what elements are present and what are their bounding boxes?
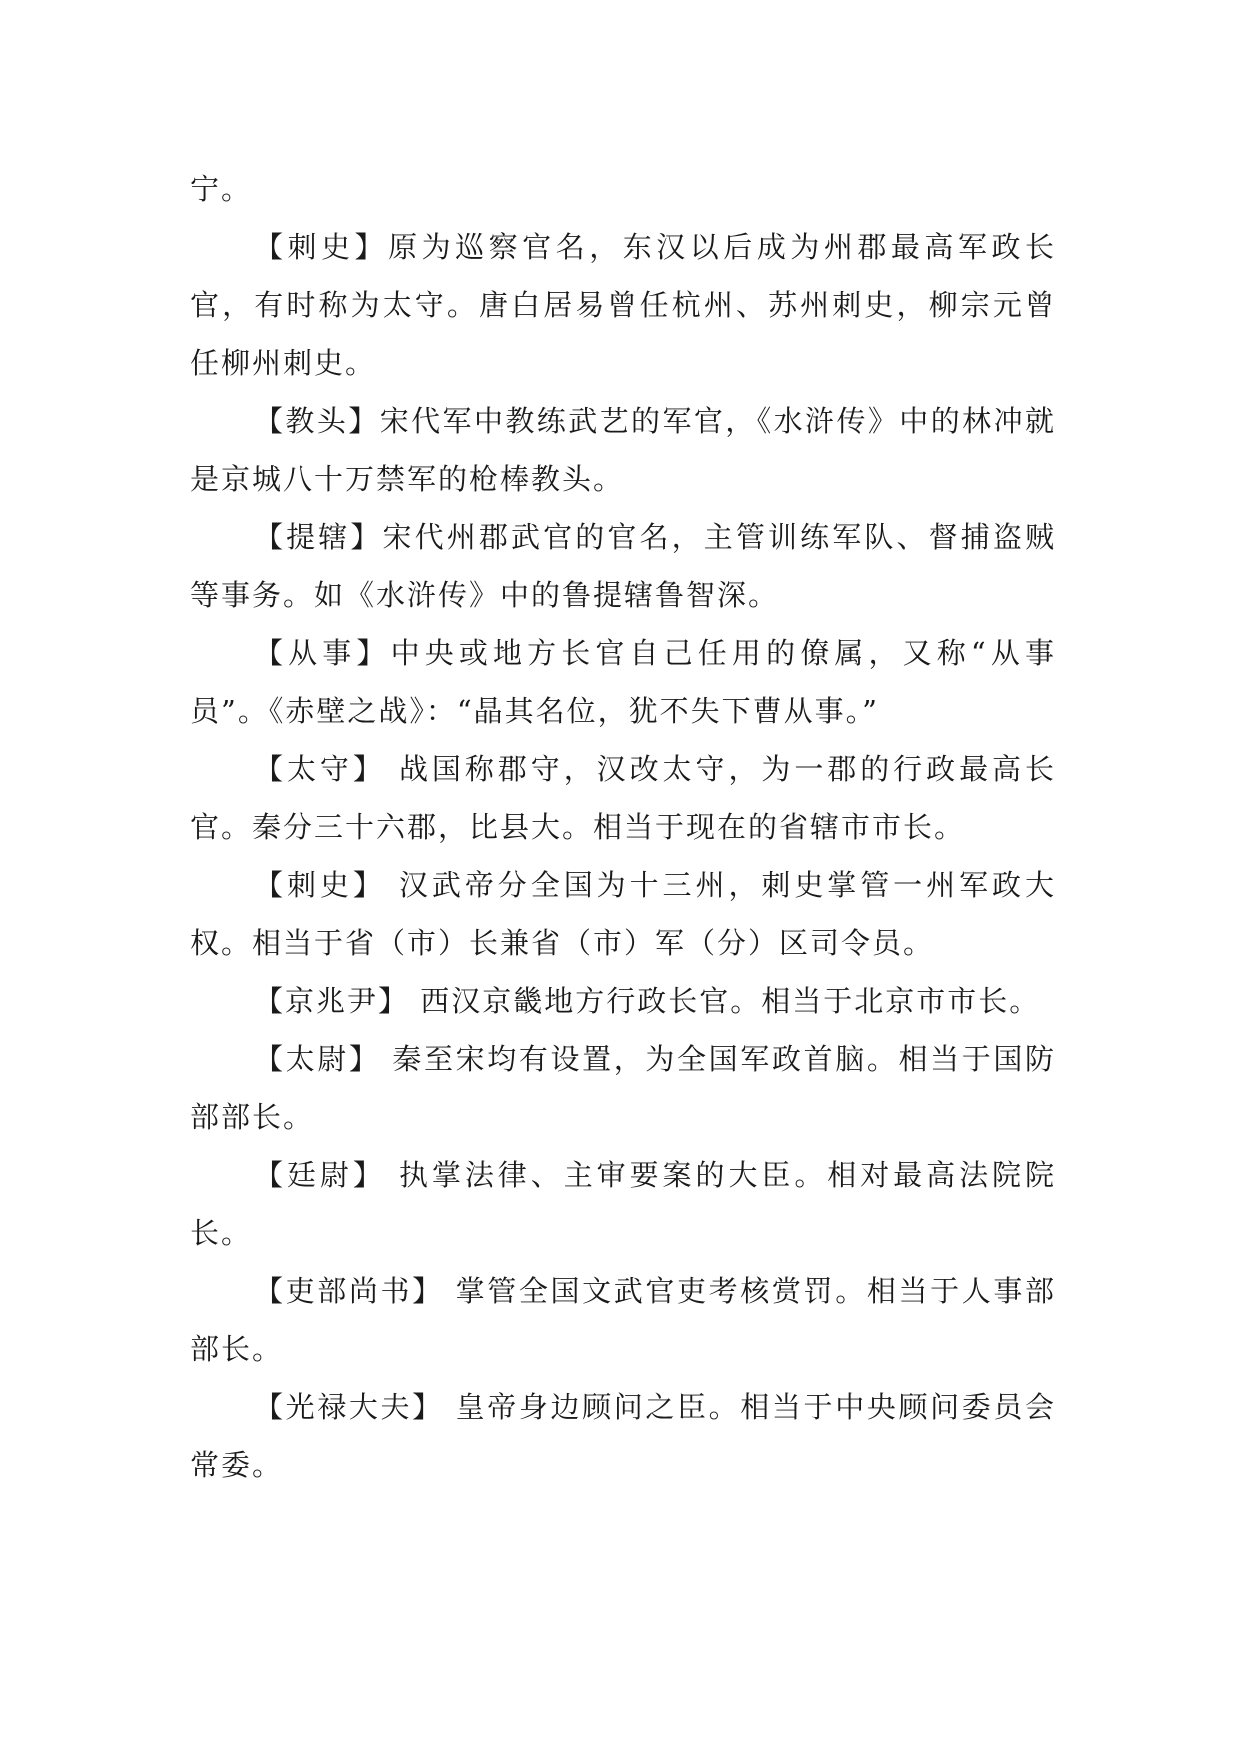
entry-definition: 宋代州郡武官的官名，主管训练军队、督捕盗贼等事务。如《水浒传》中的鲁提辖鲁智深。 [190,520,1056,612]
entry-term: 【吏部尚书】 [254,1274,444,1308]
entry-definition: 掌管全国文武官吏考核赏罚。相当于人事部部长。 [190,1274,1056,1366]
entry-libu-shangshu [190,1262,1056,1378]
document-page [190,160,1056,1494]
entry-definition: 执掌法律、主审要案的大臣。相对最高法院院长。 [190,1158,1056,1250]
entry-jiaotou [190,392,1056,508]
entry-definition: 战国称郡守，汉改太守，为一郡的行政最高长官。秦分三十六郡，比县大。相当于现在的省辖市市长。 [190,752,1056,844]
entry-definition: 中央或地方长官自己任用的僚属，又称“从事员”。《赤壁之战》：“晶其名位，犹不失下曹从事。” [190,636,1056,728]
entry-cishi-2 [190,856,1056,972]
entry-term: 【教头】 [254,404,380,438]
entry-tingwei [190,1146,1056,1262]
continuation-text: 宁。 [190,172,253,206]
entry-term: 【太守】 [254,752,386,786]
entry-guanglu-dafu [190,1378,1056,1494]
entry-definition: 秦至宋均有设置，为全国军政首脑。相当于国防部部长。 [190,1042,1056,1134]
entry-cishi [190,218,1056,392]
entry-term: 【刺史】 [254,868,386,902]
entry-term: 【太尉】 [254,1042,381,1076]
entry-definition: 皇帝身边顾问之臣。相当于中央顾问委员会常委。 [190,1390,1056,1482]
entry-definition: 原为巡察官名，东汉以后成为州郡最高军政长官，有时称为太守。唐白居易曾任杭州、苏州刺史，柳宗元曾任柳州刺史。 [190,230,1056,380]
entry-jingzhaoyin [190,972,1056,1030]
entry-term: 【从事】 [254,636,391,670]
entry-tixia [190,508,1056,624]
entry-definition: 西汉京畿地方行政长官。相当于北京市市长。 [409,984,1041,1018]
entry-taiwei [190,1030,1056,1146]
entry-definition: 宋代军中教练武艺的军官，《水浒传》中的林冲就是京城八十万禁军的枪棒教头。 [190,404,1056,496]
entry-term: 【刺史】 [254,230,389,264]
entry-term: 【京兆尹】 [254,984,410,1018]
entry-taishou [190,740,1056,856]
entry-term: 【廷尉】 [254,1158,386,1192]
entry-term: 【提辖】 [254,520,383,554]
entry-congshi [190,624,1056,740]
entry-term: 【光禄大夫】 [254,1390,444,1424]
entry-definition: 汉武帝分全国为十三州，刺史掌管一州军政大权。相当于省（市）长兼省（市）军（分）区司令员。 [190,868,1056,960]
